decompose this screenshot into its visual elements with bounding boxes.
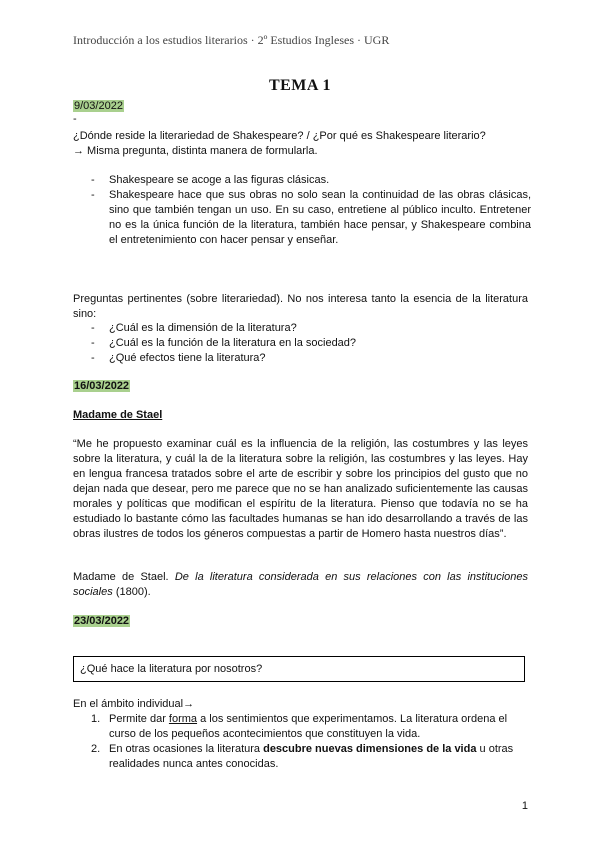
date-highlight: 23/03/2022: [74, 615, 130, 627]
list-item: - ¿Qué efectos tiene la literatura?: [73, 351, 531, 366]
citation: [73, 570, 528, 600]
item-number: 2.: [91, 743, 101, 755]
list-item: - Shakespeare hace que sus obras no solo sean la continuidad de las obras clásicas, sino que también tengan un uso. En su caso, entretiene al público inculto. Entretener no es la única función de la literatura, también hace pensar, y Shakespeare combina el entretenimiento con hacer pensar y enseñar.: [73, 188, 531, 248]
item-text-pre: Permite dar: [109, 713, 169, 725]
page-number: 1: [521, 800, 528, 812]
running-header: Introducción a los estudios literarios · 2º Estudios Ingleses · UGR: [73, 33, 390, 47]
pertinent-intro: Preguntas pertinentes (sobre literariedad). No nos interesa tanto la esencia de la literatura sino:: [73, 293, 528, 320]
box-question: ¿Qué hace la literatura por nosotros?: [80, 663, 263, 675]
list-item: - ¿Cuál es la dimensión de la literatura?: [73, 321, 531, 336]
date-label: [73, 99, 124, 114]
citation-year: (1800).: [115, 586, 151, 598]
citation-author: Madame de Stael.: [73, 571, 169, 583]
individual-intro: En el ámbito individual→: [73, 698, 195, 710]
date-highlight: 9/03/2022: [74, 100, 123, 112]
list-item: [73, 712, 531, 742]
dash-line: -: [73, 113, 77, 125]
stael-quote: “Me he propuesto examinar cuál es la influencia de la religión, las costumbres y las leyes sobre la literatura, y cuál la de la literatura sobre la religión, las costumbres y las leyes. Hay en lengua francesa tratados sobre el arte de escribir y sobre los principios del gusto que no dejan nada que desear, pero me parece que no se han analizado suficientemente las causas morales y políticas que modifican el espíritu de la literatura. Pienso que todavía no se ha estudiado lo bastante cómo las facultades humanas se han ido desarrollando a través de las obras ilustres de todos los géneros compuestas a partir de Homero hasta nuestros días”.: [73, 438, 528, 540]
functions-list: [73, 712, 531, 772]
question-box: [73, 656, 525, 682]
item-number: 1.: [91, 713, 101, 725]
item-text-post: u otras realidades nunca antes conocidas.: [109, 743, 514, 770]
item-text-post: a los sentimientos que experimentamos. La literatura ordena el curso de los pequeños acontecimientos que constituyen la vida.: [109, 713, 508, 740]
item-bold: descubre nuevas dimensiones de la vida: [263, 743, 477, 755]
list-item: [73, 742, 531, 772]
date-label: [73, 379, 130, 394]
pertinent-list: [73, 321, 531, 366]
question-text: ¿Dónde reside la literariedad de Shakespeare? / ¿Por qué es Shakespeare literario?: [73, 130, 486, 142]
date-highlight: 16/03/2022: [74, 380, 130, 392]
citation-work: De la literatura considerada en sus relaciones con las instituciones sociales: [73, 571, 528, 598]
list-item: - Shakespeare se acoge a las figuras clásicas.: [73, 173, 531, 188]
date-label: [73, 614, 130, 629]
page-title: TEMA 1: [268, 77, 332, 94]
section-heading: Madame de Stael: [73, 409, 163, 421]
item-underlined: forma: [168, 713, 198, 725]
item-text-pre: En otras ocasiones la literatura: [109, 743, 264, 755]
shakespeare-list: [73, 173, 531, 248]
list-item: - ¿Cuál es la función de la literatura en la sociedad?: [73, 336, 531, 351]
arrow-note: → Misma pregunta, distinta manera de formularla.: [73, 145, 318, 157]
